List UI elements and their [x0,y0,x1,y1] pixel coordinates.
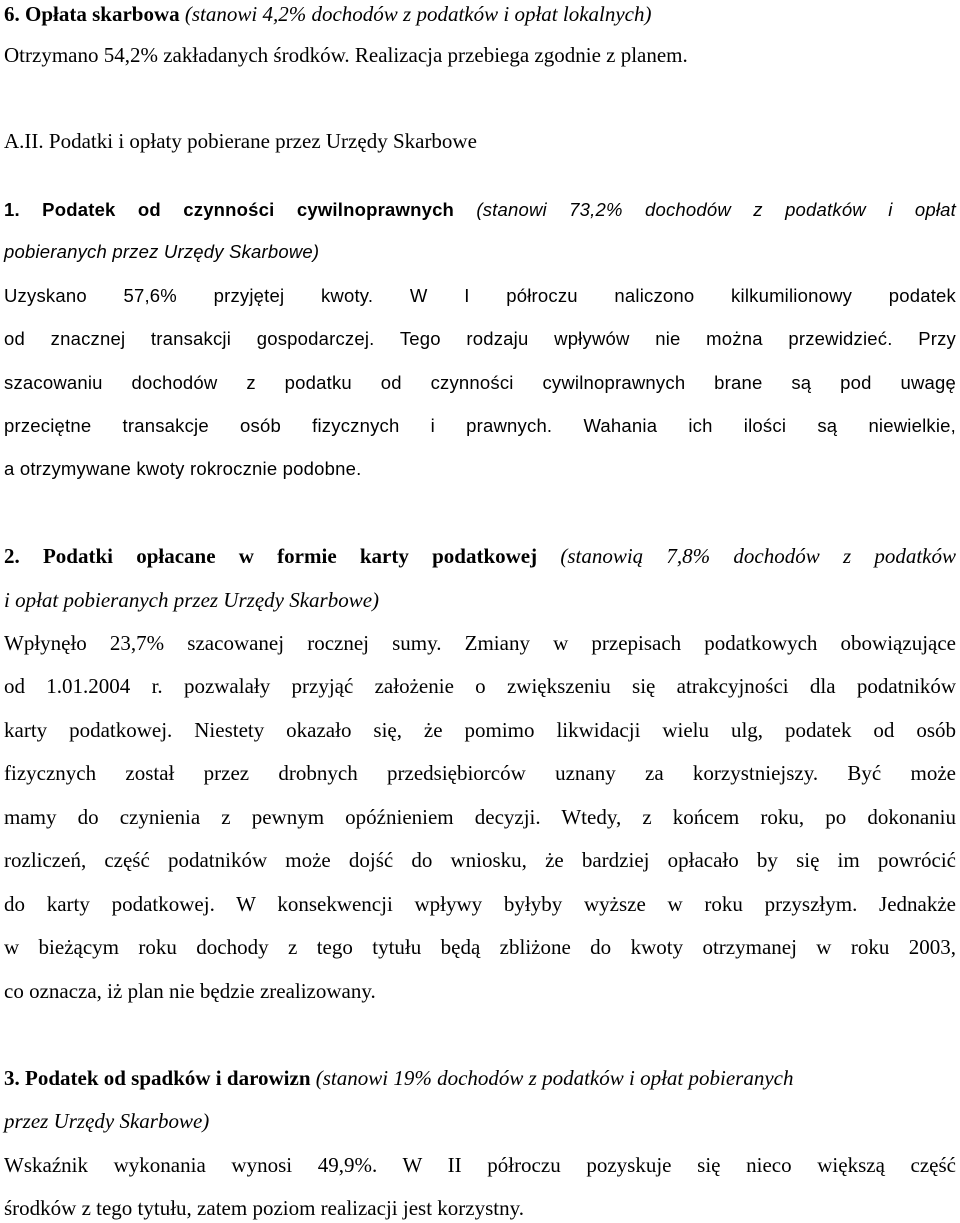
part-a2-heading: A.II. Podatki i opłaty pobierane przez Urzędy Skarbowe [4,129,477,153]
section-6-text: Otrzymano 54,2% zakładanych środków. Realizacja przebiega zgodnie z planem. [4,43,688,67]
section-2-note-b-text: i opłat pobieranych przez Urzędy Skarbowe) [4,588,380,612]
section-2-note-a: (stanowią 7,8% dochodów z podatków [560,544,957,568]
section-1-heading [4,194,956,224]
section-1-line-3: szacowaniu dochodów z podatku od czynności cywilnoprawnych brane są pod uwagę [4,372,956,393]
section-1-note-b-text: pobieranych przez Urzędy Skarbowe) [4,241,320,262]
section-1-note-a: (stanowi 73,2% dochodów z podatków i opłat [476,199,956,220]
section-6-title: 6. Opłata skarbowa [4,2,180,26]
section-1-line-4: przeciętne transakcje osób fizycznych i prawnych. Wahania ich ilości są niewielkie, [4,415,956,436]
section-2-line-7: do karty podatkowej. W konsekwencji wpływy byłyby wyższe w roku przyszłym. Jednakże [4,892,956,916]
section-3-line-1: Wskaźnik wykonania wynosi 49,9%. W II półroczu pozyskuje się nieco większą część [4,1153,956,1177]
section-2-line-6: rozliczeń, część podatników może dojść do wniosku, że bardziej opłacało by się im powrócić [4,848,956,872]
section-2-title: 2. Podatki opłacane w formie karty podatkowej [4,544,538,568]
section-1-line-1: Uzyskano 57,6% przyjętej kwoty. W I półroczu naliczono kilkumilionowy podatek [4,285,956,306]
section-3-heading [4,1063,956,1093]
section-3-title: 3. Podatek od spadków i darowizn [4,1066,311,1090]
section-3-line-2: środków z tego tytułu, zatem poziom realizacji jest korzystny. [4,1196,524,1220]
section-1-line-2: od znacznej transakcji gospodarczej. Tego rodzaju wpływów nie można przewidzieć. Przy [4,328,956,349]
section-2-line-8: w bieżącym roku dochody z tego tytułu będą zbliżone do kwoty otrzymanej w roku 2003, [4,935,956,959]
section-2-line-1: Wpłynęło 23,7% szacowanej rocznej sumy. Zmiany w przepisach podatkowych obowiązujące [4,631,956,655]
section-3-note-a: (stanowi 19% dochodów z podatków i opłat pobieranych [315,1066,794,1090]
section-2-note-b [4,585,956,615]
section-2-line-5: mamy do czynienia z pewnym opóźnieniem decyzji. Wtedy, z końcem roku, po dokonaniu [4,805,956,829]
section-6-heading [4,0,956,29]
section-2-line-4: fizycznych został przez drobnych przedsiębiorców uznany za korzystniejszy. Być może [4,761,956,785]
section-2-line-9: co oznacza, iż plan nie będzie zrealizowany. [4,979,376,1003]
section-3-note-b-text: przez Urzędy Skarbowe) [4,1109,210,1133]
section-2-line-3: karty podatkowej. Niestety okazało się, że pomimo likwidacji wielu ulg, podatek od osób [4,718,956,742]
section-2-heading [4,541,956,571]
section-1-title: 1. Podatek od czynności cywilnoprawnych [4,199,455,220]
section-1-note-b [4,236,956,266]
section-3-note-b [4,1106,956,1136]
section-1-line-5: a otrzymywane kwoty rokrocznie podobne. [4,458,362,479]
section-6-note: (stanowi 4,2% dochodów z podatków i opłat lokalnych) [184,2,652,26]
section-2-line-2: od 1.01.2004 r. pozwalały przyjąć założenie o zwiększeniu się atrakcyjności dla podatników [4,674,956,698]
